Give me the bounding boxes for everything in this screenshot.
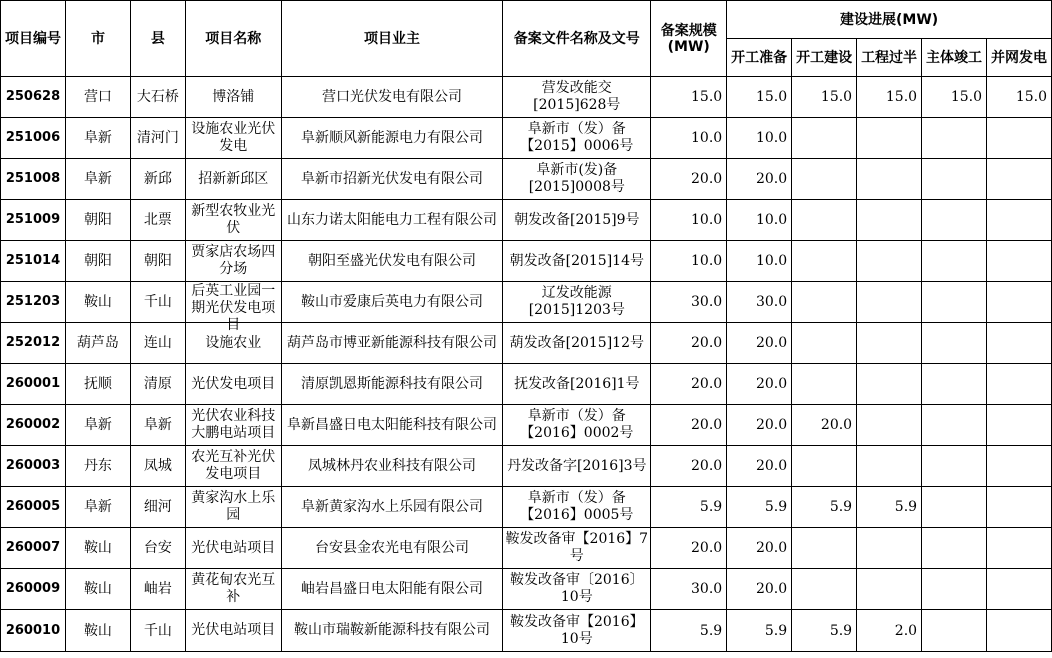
cell-project-name-text: 黄家沟水上乐园	[191, 490, 276, 523]
cell-filing-text: 鞍发改备审【2016】10号	[509, 613, 644, 647]
cell-code: 260003	[1, 446, 66, 487]
cell-progress-start	[792, 200, 857, 241]
cell-filing	[503, 487, 651, 528]
cell-progress-half	[857, 569, 922, 610]
table-row	[1, 241, 1052, 282]
cell-progress-start	[792, 528, 857, 569]
cell-code: 260002	[1, 405, 66, 446]
cell-progress-complete	[922, 241, 987, 282]
header-county: 县	[130, 1, 185, 77]
cell-owner-text: 阜新昌盛日电太阳能科技有限公司	[287, 416, 498, 433]
cell-progress-complete	[922, 569, 987, 610]
cell-progress-prep: 15.0	[727, 77, 792, 118]
cell-code: 260009	[1, 569, 66, 610]
header-city: 市	[65, 1, 130, 77]
cell-project-name-text: 招新新邱区	[198, 170, 269, 187]
cell-county: 千山	[130, 610, 185, 652]
table-row	[1, 487, 1052, 528]
table-row	[1, 323, 1052, 364]
cell-project-name-text: 光伏发电项目	[191, 375, 276, 392]
cell-filing-text: 葫发改备[2015]12号	[509, 334, 644, 351]
cell-scale: 20.0	[651, 364, 727, 405]
cell-filing	[503, 405, 651, 446]
cell-progress-grid	[987, 282, 1052, 323]
cell-county: 细河	[130, 487, 185, 528]
cell-progress-complete	[922, 446, 987, 487]
cell-project-name	[185, 569, 281, 610]
cell-owner	[281, 446, 503, 487]
cell-city: 阜新	[65, 118, 130, 159]
cell-project-name-text: 光伏农业科技大鹏电站项目	[191, 408, 276, 441]
cell-progress-half	[857, 323, 922, 364]
cell-project-name	[185, 77, 281, 118]
cell-owner-text: 山东力诺太阳能电力工程有限公司	[287, 211, 498, 228]
cell-filing	[503, 77, 651, 118]
cell-progress-complete	[922, 118, 987, 159]
cell-owner	[281, 364, 503, 405]
cell-project-name	[185, 487, 281, 528]
cell-filing-text: 阜新市（发）备【2016】0002号	[520, 408, 634, 441]
cell-owner	[281, 282, 503, 323]
cell-progress-grid	[987, 364, 1052, 405]
header-progress-group: 建设进展(MW)	[727, 1, 1052, 39]
cell-city: 阜新	[65, 405, 130, 446]
header-progress-grid: 并网发电	[987, 39, 1052, 77]
cell-county: 清河门	[130, 118, 185, 159]
cell-scale: 10.0	[651, 241, 727, 282]
cell-progress-half: 2.0	[857, 610, 922, 652]
cell-city: 阜新	[65, 487, 130, 528]
cell-code: 260010	[1, 610, 66, 652]
cell-filing-text: 辽发改能源[2015]1203号	[528, 285, 625, 318]
cell-project-name-text: 农光互补光伏发电项目	[191, 449, 276, 482]
cell-progress-grid	[987, 159, 1052, 200]
cell-progress-complete	[922, 405, 987, 446]
cell-code: 251008	[1, 159, 66, 200]
cell-progress-prep: 10.0	[727, 241, 792, 282]
cell-progress-start	[792, 446, 857, 487]
cell-scale: 10.0	[651, 200, 727, 241]
cell-code: 251006	[1, 118, 66, 159]
cell-progress-half	[857, 405, 922, 446]
table-row	[1, 118, 1052, 159]
cell-county: 阜新	[130, 405, 185, 446]
cell-filing	[503, 528, 651, 569]
cell-code: 251203	[1, 282, 66, 323]
cell-progress-prep: 5.9	[727, 610, 792, 652]
cell-owner	[281, 118, 503, 159]
table-row	[1, 569, 1052, 610]
cell-scale: 30.0	[651, 282, 727, 323]
cell-filing-text: 鞍发改备审〔2016〕10号	[509, 572, 644, 605]
cell-owner	[281, 528, 503, 569]
cell-county: 台安	[130, 528, 185, 569]
header-progress-start: 开工建设	[792, 39, 857, 77]
cell-owner-text: 鞍山市爱康后英电力有限公司	[301, 293, 484, 310]
cell-scale: 20.0	[651, 405, 727, 446]
cell-owner-text: 凤城林丹农业科技有限公司	[308, 457, 477, 474]
cell-city: 抚顺	[65, 364, 130, 405]
cell-owner	[281, 241, 503, 282]
cell-progress-half	[857, 200, 922, 241]
cell-progress-start	[792, 118, 857, 159]
cell-city: 丹东	[65, 446, 130, 487]
cell-progress-prep: 30.0	[727, 282, 792, 323]
cell-progress-start: 5.9	[792, 610, 857, 652]
cell-city: 阜新	[65, 159, 130, 200]
cell-city: 营口	[65, 77, 130, 118]
cell-progress-prep: 20.0	[727, 569, 792, 610]
table-row	[1, 200, 1052, 241]
cell-code: 250628	[1, 77, 66, 118]
cell-progress-prep: 20.0	[727, 159, 792, 200]
cell-filing	[503, 159, 651, 200]
cell-progress-prep: 10.0	[727, 200, 792, 241]
cell-filing	[503, 364, 651, 405]
cell-progress-complete	[922, 200, 987, 241]
cell-progress-half: 15.0	[857, 77, 922, 118]
cell-filing	[503, 118, 651, 159]
cell-county: 岫岩	[130, 569, 185, 610]
cell-progress-half: 5.9	[857, 487, 922, 528]
table-row	[1, 364, 1052, 405]
cell-city: 鞍山	[65, 282, 130, 323]
cell-project-name	[185, 241, 281, 282]
cell-owner-text: 阜新黄家沟水上乐园有限公司	[301, 498, 484, 515]
cell-county: 新邱	[130, 159, 185, 200]
table-row	[1, 446, 1052, 487]
header-progress-prep: 开工准备	[727, 39, 792, 77]
cell-progress-half	[857, 118, 922, 159]
cell-progress-complete	[922, 282, 987, 323]
cell-project-name-text: 黄花甸农光互补	[191, 572, 276, 605]
cell-progress-grid	[987, 323, 1052, 364]
cell-progress-grid	[987, 610, 1052, 652]
cell-progress-start: 20.0	[792, 405, 857, 446]
cell-filing-text: 阜新市（发）备【2015】0006号	[520, 121, 634, 154]
cell-owner-text: 葫芦岛市博亚新能源科技有限公司	[287, 334, 498, 351]
cell-scale: 10.0	[651, 118, 727, 159]
cell-project-name-text: 光伏电站项目	[191, 622, 276, 638]
cell-progress-prep: 20.0	[727, 323, 792, 364]
table-row	[1, 159, 1052, 200]
cell-project-name	[185, 282, 281, 333]
cell-scale: 15.0	[651, 77, 727, 118]
cell-filing	[503, 200, 651, 241]
cell-city: 鞍山	[65, 528, 130, 569]
table-row	[1, 282, 1052, 323]
cell-owner-text: 阜新市招新光伏发电有限公司	[301, 170, 484, 187]
cell-progress-grid	[987, 241, 1052, 282]
cell-owner	[281, 159, 503, 200]
cell-project-name-text: 设施农业光伏发电	[191, 121, 276, 154]
cell-scale: 20.0	[651, 159, 727, 200]
cell-progress-prep: 20.0	[727, 364, 792, 405]
cell-county: 北票	[130, 200, 185, 241]
cell-progress-half	[857, 364, 922, 405]
cell-project-name	[185, 528, 281, 569]
header-owner: 项目业主	[281, 1, 503, 77]
cell-progress-start	[792, 241, 857, 282]
header-scale: 备案规模(MW)	[651, 1, 727, 77]
header-progress-complete: 主体竣工	[922, 39, 987, 77]
cell-owner-text: 朝阳至盛光伏发电有限公司	[308, 252, 477, 269]
cell-progress-grid	[987, 405, 1052, 446]
cell-county: 朝阳	[130, 241, 185, 282]
cell-progress-start	[792, 364, 857, 405]
cell-county: 清原	[130, 364, 185, 405]
cell-project-name-text: 新型农牧业光伏	[191, 203, 276, 236]
cell-progress-prep: 5.9	[727, 487, 792, 528]
cell-owner	[281, 200, 503, 241]
cell-filing-text: 抚发改备[2016]1号	[514, 375, 640, 392]
cell-city: 鞍山	[65, 610, 130, 652]
cell-progress-prep: 10.0	[727, 118, 792, 159]
cell-filing-text: 鞍发改备审【2016】7号	[505, 531, 649, 564]
cell-filing-text: 朝发改备[2015]9号	[514, 211, 640, 228]
cell-filing	[503, 446, 651, 487]
cell-progress-grid	[987, 446, 1052, 487]
cell-filing-text: 丹发改备字[2016]3号	[507, 457, 647, 474]
cell-filing-text: 阜新市（发）备【2016】0005号	[520, 490, 634, 523]
cell-county: 千山	[130, 282, 185, 323]
cell-progress-grid: 15.0	[987, 77, 1052, 118]
cell-city: 朝阳	[65, 241, 130, 282]
cell-project-name	[185, 118, 281, 159]
cell-scale: 20.0	[651, 323, 727, 364]
table-row	[1, 77, 1052, 118]
cell-progress-complete	[922, 364, 987, 405]
cell-filing	[503, 323, 651, 364]
header-progress-half: 工程过半	[857, 39, 922, 77]
cell-progress-start	[792, 323, 857, 364]
cell-progress-prep: 20.0	[727, 446, 792, 487]
cell-project-name-text: 贾家店农场四分场	[191, 244, 276, 277]
cell-progress-prep: 20.0	[727, 405, 792, 446]
cell-owner	[281, 487, 503, 528]
cell-owner	[281, 610, 503, 652]
cell-code: 251009	[1, 200, 66, 241]
cell-filing	[503, 282, 651, 323]
cell-county: 大石桥	[130, 77, 185, 118]
cell-owner	[281, 323, 503, 364]
cell-progress-complete	[922, 610, 987, 652]
cell-owner-text: 阜新顺风新能源电力有限公司	[301, 129, 484, 146]
cell-city: 鞍山	[65, 569, 130, 610]
cell-progress-grid	[987, 569, 1052, 610]
cell-progress-half	[857, 241, 922, 282]
cell-owner-text: 台安县金农光电有限公司	[315, 539, 470, 556]
cell-progress-complete: 15.0	[922, 77, 987, 118]
cell-progress-complete	[922, 528, 987, 569]
table-row	[1, 405, 1052, 446]
cell-progress-complete	[922, 323, 987, 364]
cell-project-name	[185, 364, 281, 405]
cell-progress-start	[792, 282, 857, 323]
table-row	[1, 528, 1052, 569]
cell-progress-start	[792, 569, 857, 610]
cell-filing-text: 阜新市(发)备[2015]0008号	[528, 162, 625, 195]
cell-progress-grid	[987, 118, 1052, 159]
cell-owner	[281, 569, 503, 610]
cell-city: 朝阳	[65, 200, 130, 241]
cell-scale: 20.0	[651, 528, 727, 569]
cell-code: 252012	[1, 323, 66, 364]
cell-owner-text: 鞍山市瑞鞍新能源科技有限公司	[294, 622, 491, 638]
cell-progress-grid	[987, 200, 1052, 241]
cell-filing	[503, 610, 651, 652]
cell-owner	[281, 77, 503, 118]
cell-project-name	[185, 446, 281, 487]
cell-project-name-text: 博洛铺	[212, 88, 255, 105]
cell-county: 凤城	[130, 446, 185, 487]
cell-city: 葫芦岛	[65, 323, 130, 364]
header-filing: 备案文件名称及文号	[503, 1, 651, 77]
cell-owner-text: 清原凯恩斯能源科技有限公司	[301, 375, 484, 392]
cell-progress-half	[857, 159, 922, 200]
cell-county: 连山	[130, 323, 185, 364]
table-row	[1, 610, 1052, 652]
cell-scale: 20.0	[651, 446, 727, 487]
cell-project-name-text: 后英工业园一期光伏发电项目	[191, 283, 276, 333]
cell-project-name	[185, 159, 281, 200]
cell-filing	[503, 569, 651, 610]
cell-progress-complete	[922, 487, 987, 528]
cell-filing-text: 营发改能交[2015]628号	[533, 80, 621, 113]
cell-scale: 30.0	[651, 569, 727, 610]
cell-progress-grid	[987, 528, 1052, 569]
cell-owner-text: 营口光伏发电有限公司	[322, 88, 463, 105]
cell-progress-grid	[987, 487, 1052, 528]
table-body	[1, 77, 1052, 652]
cell-scale: 5.9	[651, 487, 727, 528]
cell-filing-text: 朝发改备[2015]14号	[509, 252, 644, 269]
cell-progress-start: 15.0	[792, 77, 857, 118]
cell-owner	[281, 405, 503, 446]
cell-progress-start	[792, 159, 857, 200]
cell-project-name-text: 光伏电站项目	[191, 539, 276, 556]
cell-code: 260005	[1, 487, 66, 528]
cell-progress-half	[857, 282, 922, 323]
cell-progress-half	[857, 446, 922, 487]
cell-project-name-text: 设施农业	[205, 334, 262, 351]
cell-progress-half	[857, 528, 922, 569]
cell-project-name	[185, 200, 281, 241]
cell-code: 251014	[1, 241, 66, 282]
header-code: 项目编号	[1, 1, 66, 77]
cell-scale: 5.9	[651, 610, 727, 652]
cell-filing	[503, 241, 651, 282]
cell-project-name	[185, 610, 281, 652]
cell-code: 260007	[1, 528, 66, 569]
header-project-name: 项目名称	[185, 1, 281, 77]
cell-progress-prep: 20.0	[727, 528, 792, 569]
cell-code: 260001	[1, 364, 66, 405]
cell-owner-text: 岫岩昌盛日电太阳能有限公司	[301, 580, 484, 597]
cell-progress-complete	[922, 159, 987, 200]
cell-project-name	[185, 405, 281, 446]
cell-progress-start: 5.9	[792, 487, 857, 528]
